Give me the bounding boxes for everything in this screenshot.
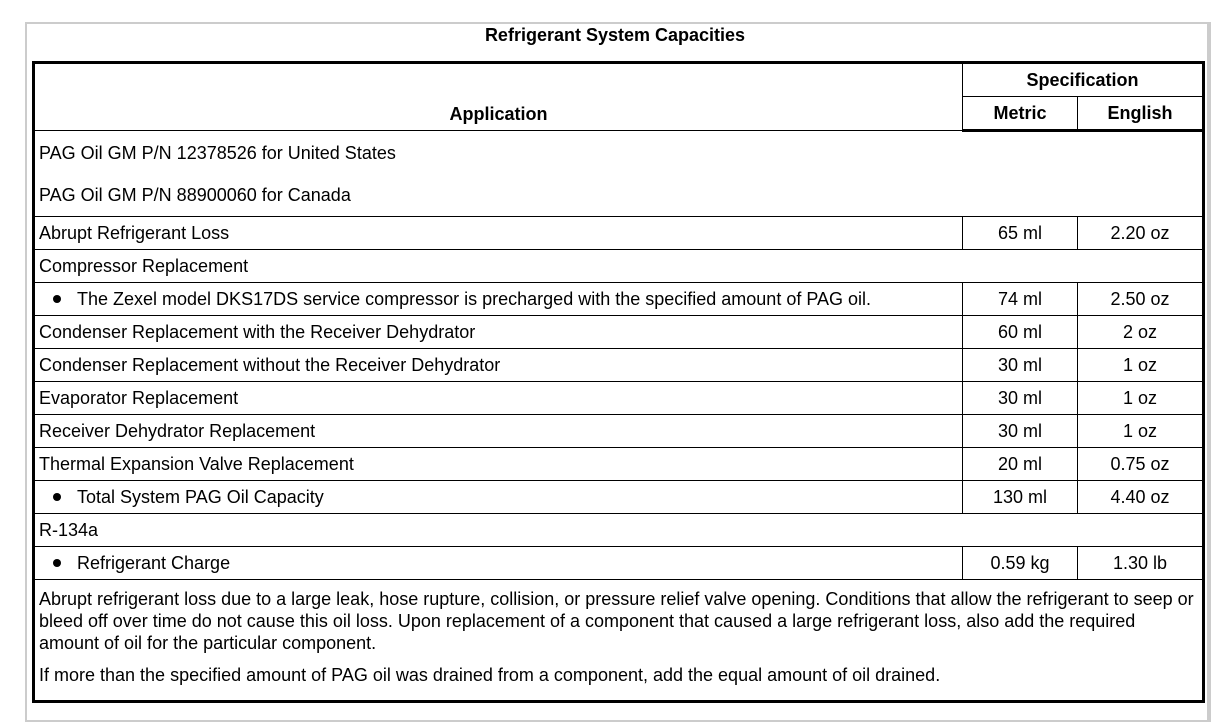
table-row (34, 316, 1204, 349)
notes-row (34, 580, 1204, 702)
row-label (34, 547, 963, 580)
metric-value: 20 ml (963, 448, 1078, 481)
bullet-icon (53, 295, 61, 303)
table-row (34, 131, 1204, 217)
row-label: R-134a (34, 514, 1204, 547)
table-row (34, 382, 1204, 415)
table-row (34, 349, 1204, 382)
row-label (34, 481, 963, 514)
row-text: Refrigerant Charge (77, 552, 231, 573)
english-value: 1 oz (1078, 382, 1204, 415)
note-abrupt-loss: Abrupt refrigerant loss due to a large leak, hose rupture, collision, or pressure relief valve opening. Conditions that allow the refrigerant to seep or bleed off over time do not cause this oil loss. Upon replacement of a component that caused a large refrigerant loss, also add the required amount of oil for the particular component. (39, 589, 1194, 653)
row-label: Evaporator Replacement (34, 382, 963, 415)
metric-value: 65 ml (963, 217, 1078, 250)
english-value: 4.40 oz (1078, 481, 1204, 514)
english-value: 2 oz (1078, 316, 1204, 349)
metric-value: 30 ml (963, 349, 1078, 382)
english-value: 2.50 oz (1078, 283, 1204, 316)
row-label: Condenser Replacement without the Receiver Dehydrator (34, 349, 963, 382)
table-row (34, 217, 1204, 250)
table-row (34, 415, 1204, 448)
row-label: Abrupt Refrigerant Loss (34, 217, 963, 250)
table-row (34, 481, 1204, 514)
metric-value: 60 ml (963, 316, 1078, 349)
row-label: Receiver Dehydrator Replacement (34, 415, 963, 448)
row-label: Thermal Expansion Valve Replacement (34, 448, 963, 481)
table-row (34, 547, 1204, 580)
note-drained-oil: If more than the specified amount of PAG oil was drained from a component, add the equal amount of oil drained. (39, 665, 941, 685)
metric-value: 130 ml (963, 481, 1078, 514)
metric-value: 0.59 kg (963, 547, 1078, 580)
row-label: Compressor Replacement (34, 250, 1204, 283)
header-english: English (1078, 97, 1204, 131)
header-metric: Metric (963, 97, 1078, 131)
table-row (34, 283, 1204, 316)
english-value: 1 oz (1078, 415, 1204, 448)
table-row (34, 514, 1204, 547)
row-label (34, 283, 963, 316)
english-value: 2.20 oz (1078, 217, 1204, 250)
table-row (34, 448, 1204, 481)
row-label: Condenser Replacement with the Receiver Dehydrator (34, 316, 963, 349)
header-specification: Specification (963, 63, 1204, 97)
table-row (34, 250, 1204, 283)
english-value: 0.75 oz (1078, 448, 1204, 481)
table-title: Refrigerant System Capacities (484, 25, 746, 45)
metric-value: 30 ml (963, 415, 1078, 448)
english-value: 1 oz (1078, 349, 1204, 382)
bullet-icon (53, 493, 61, 501)
pag-oil-us: PAG Oil GM P/N 12378526 for United States (39, 143, 396, 163)
metric-value: 30 ml (963, 382, 1078, 415)
capacities-table (32, 61, 1205, 703)
english-value: 1.30 lb (1078, 547, 1204, 580)
row-text: Total System PAG Oil Capacity (77, 486, 324, 507)
bullet-icon (53, 559, 61, 567)
row-text: The Zexel model DKS17DS service compressor is precharged with the specified amount of PAG oil. (77, 288, 872, 309)
metric-value: 74 ml (963, 283, 1078, 316)
pag-oil-canada: PAG Oil GM P/N 88900060 for Canada (39, 185, 351, 205)
header-application: Application (34, 63, 963, 131)
